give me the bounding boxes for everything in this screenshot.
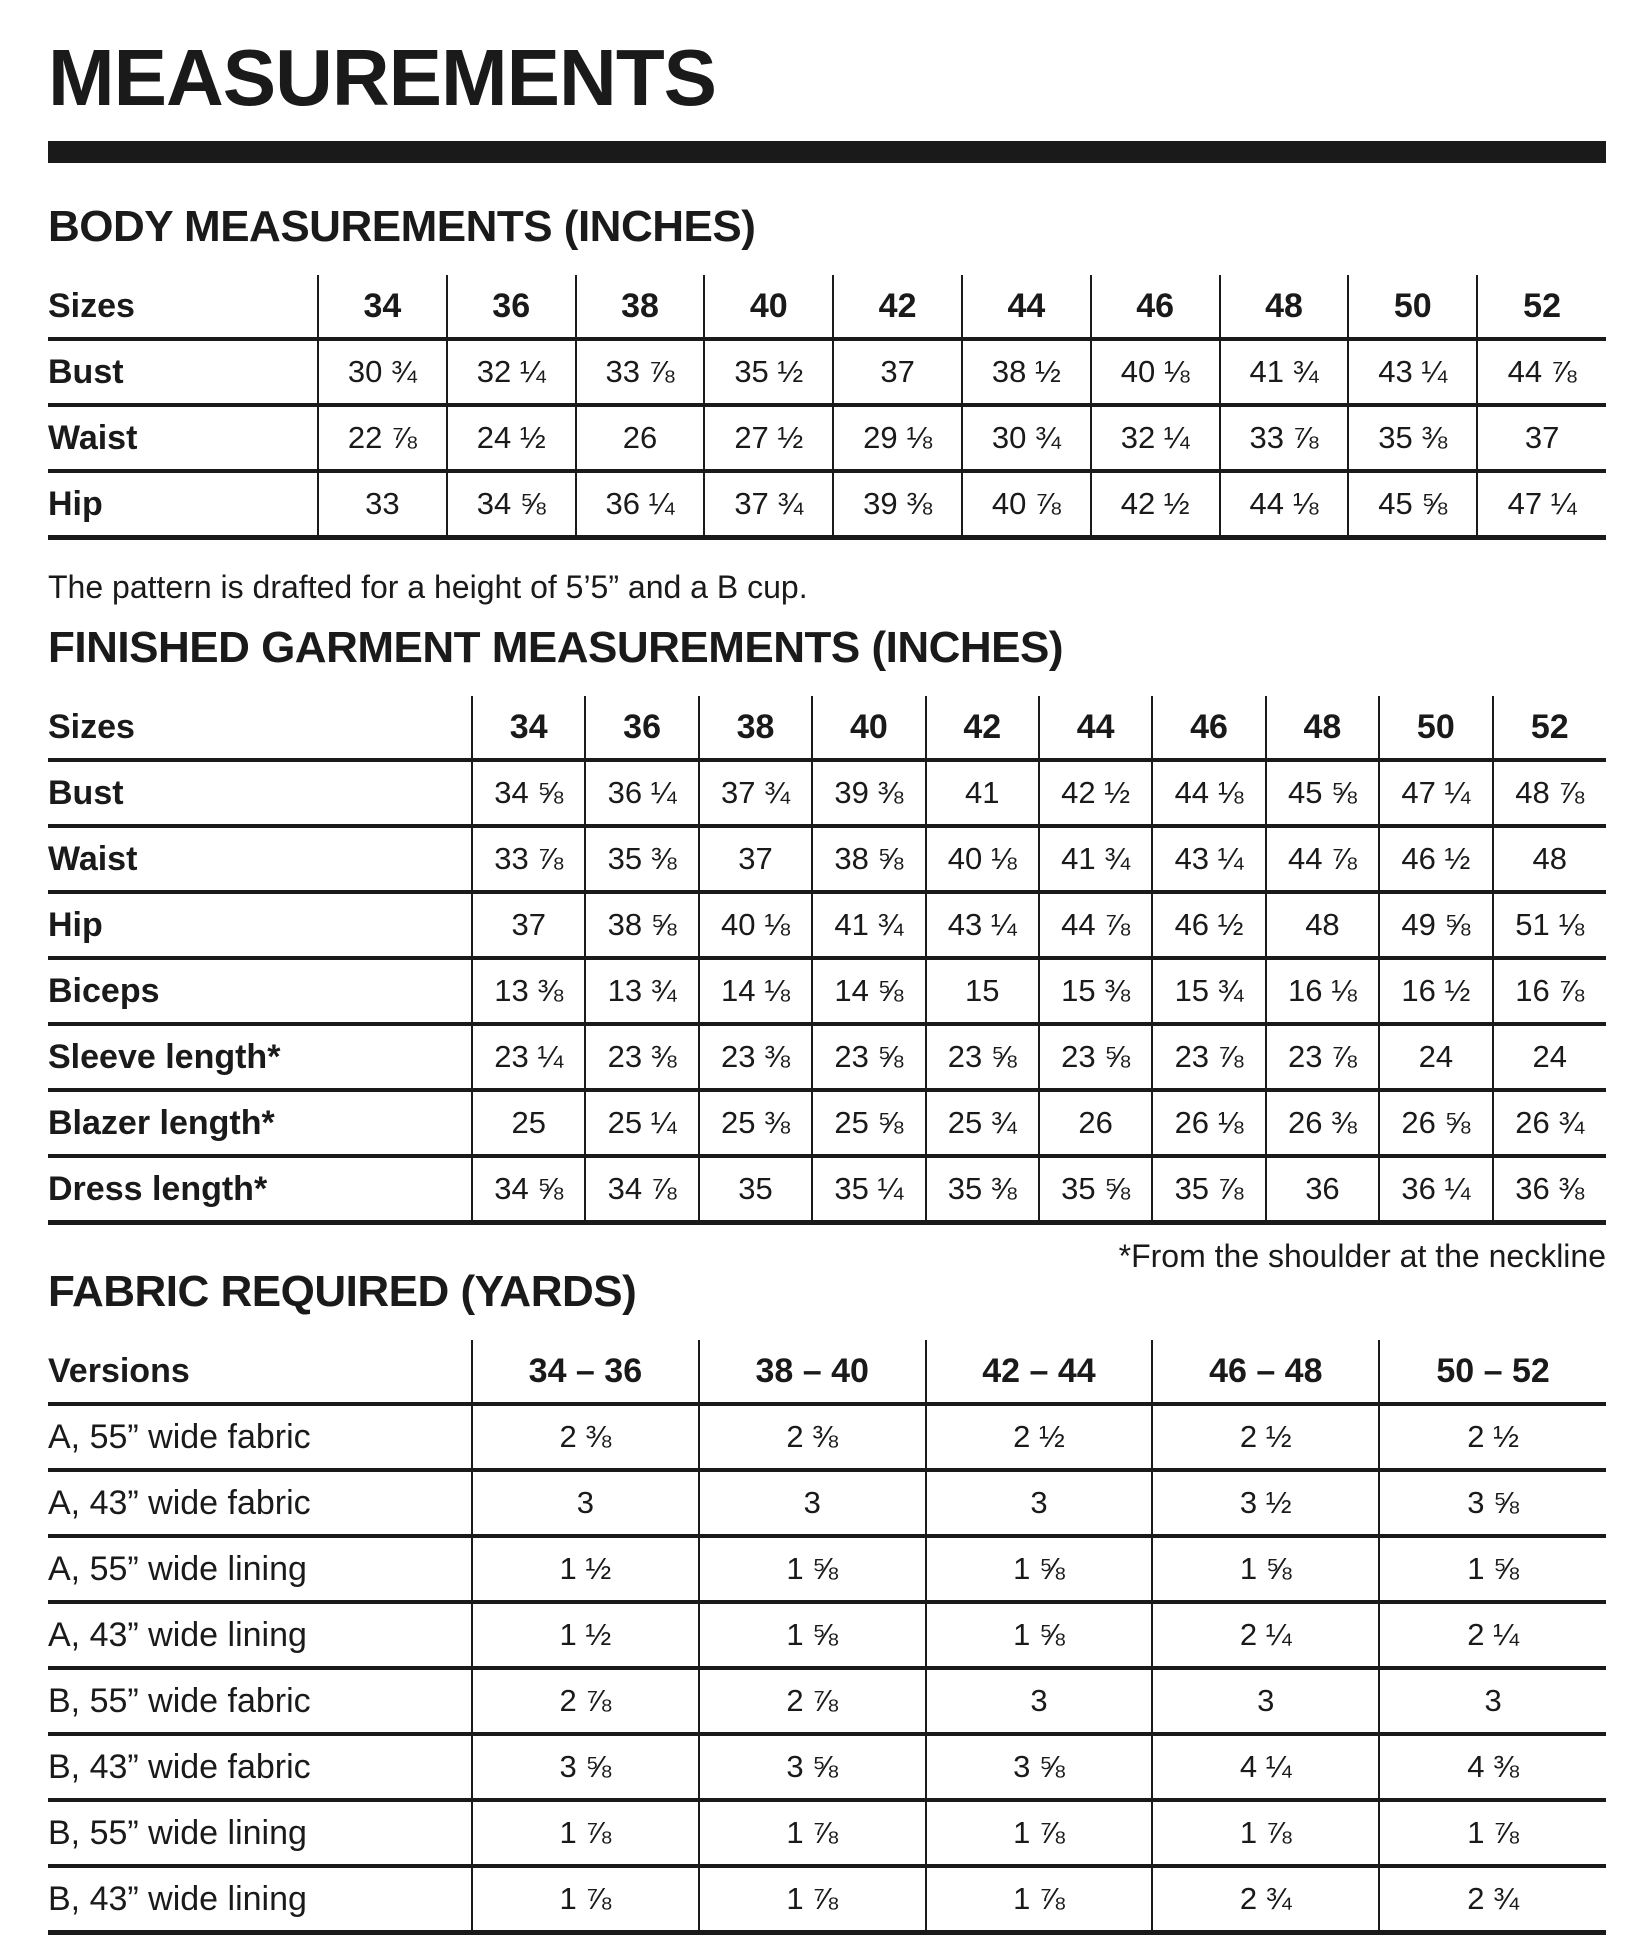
table-cell: 32 ¼ [447, 339, 576, 405]
table-cell: 2 ⅜ [472, 1404, 699, 1470]
table-cell: 44 ⅛ [1220, 471, 1349, 538]
table-cell: 36 ¼ [576, 471, 705, 538]
table-cell: 37 [1477, 405, 1606, 471]
table-cell: 23 ⅞ [1266, 1024, 1379, 1090]
table-row [48, 1602, 1606, 1668]
table-header-row [48, 696, 1606, 760]
row-label: Bust [48, 339, 318, 405]
column-header: 46 – 48 [1152, 1340, 1379, 1404]
table-cell: 27 ½ [704, 405, 833, 471]
table-cell: 43 ¼ [1152, 826, 1265, 892]
table-cell: 33 ⅞ [472, 826, 585, 892]
column-header: 46 [1091, 275, 1220, 339]
table-cell: 33 ⅞ [576, 339, 705, 405]
column-header: 42 [926, 696, 1039, 760]
table-row [48, 1156, 1606, 1223]
table-cell: 1 ⅞ [926, 1800, 1153, 1866]
table-cell: 1 ⅞ [1379, 1800, 1606, 1866]
table-cell: 3 [472, 1470, 699, 1536]
table-cell: 45 ⅝ [1348, 471, 1477, 538]
table-row [48, 1536, 1606, 1602]
table-row [48, 1470, 1606, 1536]
column-header: 38 – 40 [699, 1340, 926, 1404]
table-cell: 44 ⅞ [1266, 826, 1379, 892]
table-cell: 26 [1039, 1090, 1152, 1156]
table-cell: 44 ⅛ [1152, 760, 1265, 826]
table-cell: 1 ⅝ [926, 1602, 1153, 1668]
header-label: Sizes [48, 696, 472, 760]
table-cell: 42 ½ [1091, 471, 1220, 538]
table-cell: 35 ⅝ [1039, 1156, 1152, 1223]
table-cell: 46 ½ [1152, 892, 1265, 958]
table-cell: 37 [699, 826, 812, 892]
table-cell: 42 ½ [1039, 760, 1152, 826]
row-label: B, 55” wide fabric [48, 1668, 472, 1734]
table-cell: 1 ⅝ [1379, 1536, 1606, 1602]
table-cell: 1 ⅞ [472, 1866, 699, 1933]
table-cell: 36 ⅜ [1493, 1156, 1606, 1223]
table-row [48, 958, 1606, 1024]
table-cell: 1 ⅝ [699, 1602, 926, 1668]
column-header: 36 [447, 275, 576, 339]
body-measurements-title: BODY MEASUREMENTS (INCHES) [48, 202, 756, 251]
table-cell: 2 ¼ [1379, 1602, 1606, 1668]
table-row [48, 760, 1606, 826]
table-cell: 4 ⅜ [1379, 1734, 1606, 1800]
table-cell: 14 ⅝ [812, 958, 925, 1024]
table-cell: 40 ⅛ [926, 826, 1039, 892]
row-label: B, 55” wide lining [48, 1800, 472, 1866]
table-cell: 24 [1379, 1024, 1492, 1090]
table-cell: 2 ¾ [1152, 1866, 1379, 1933]
table-cell: 35 [699, 1156, 812, 1223]
row-label: A, 43” wide fabric [48, 1470, 472, 1536]
row-label: A, 55” wide fabric [48, 1404, 472, 1470]
table-cell: 24 ½ [447, 405, 576, 471]
table-cell: 41 [926, 760, 1039, 826]
table-cell: 34 ⅝ [472, 760, 585, 826]
table-cell: 26 ¾ [1493, 1090, 1606, 1156]
table-cell: 1 ⅝ [1152, 1536, 1379, 1602]
column-header: 50 – 52 [1379, 1340, 1606, 1404]
table-cell: 1 ⅞ [699, 1800, 926, 1866]
table-cell: 15 ⅜ [1039, 958, 1152, 1024]
table-cell: 43 ¼ [1348, 339, 1477, 405]
table-cell: 3 [1379, 1668, 1606, 1734]
table-cell: 41 ¾ [1220, 339, 1349, 405]
table-cell: 48 [1493, 826, 1606, 892]
table-cell: 2 ¼ [1152, 1602, 1379, 1668]
table-cell: 29 ⅛ [833, 405, 962, 471]
table-cell: 41 ¾ [1039, 826, 1152, 892]
table-cell: 35 ¼ [812, 1156, 925, 1223]
fabric-required-table [48, 1340, 1606, 1935]
table-cell: 3 [926, 1668, 1153, 1734]
table-cell: 39 ⅜ [812, 760, 925, 826]
row-label: Hip [48, 892, 472, 958]
table-cell: 1 ⅞ [1152, 1800, 1379, 1866]
row-label: A, 55” wide lining [48, 1536, 472, 1602]
table-cell: 4 ¼ [1152, 1734, 1379, 1800]
table-cell: 33 ⅞ [1220, 405, 1349, 471]
table-row [48, 339, 1606, 405]
column-header: 50 [1379, 696, 1492, 760]
column-header: 40 [812, 696, 925, 760]
table-cell: 26 ⅜ [1266, 1090, 1379, 1156]
table-cell: 23 ¼ [472, 1024, 585, 1090]
column-header: 48 [1220, 275, 1349, 339]
table-cell: 36 ¼ [585, 760, 698, 826]
table-cell: 36 ¼ [1379, 1156, 1492, 1223]
header-label: Sizes [48, 275, 318, 339]
table-cell: 40 ⅛ [699, 892, 812, 958]
table-header-row [48, 275, 1606, 339]
table-cell: 25 [472, 1090, 585, 1156]
table-cell: 16 ⅞ [1493, 958, 1606, 1024]
table-cell: 35 ⅞ [1152, 1156, 1265, 1223]
table-row [48, 1866, 1606, 1933]
table-cell: 47 ¼ [1379, 760, 1492, 826]
table-cell: 26 [576, 405, 705, 471]
table-cell: 34 ⅝ [472, 1156, 585, 1223]
table-cell: 33 [318, 471, 447, 538]
table-cell: 1 ½ [472, 1602, 699, 1668]
table-row [48, 826, 1606, 892]
table-cell: 48 [1266, 892, 1379, 958]
table-cell: 2 ½ [1152, 1404, 1379, 1470]
column-header: 36 [585, 696, 698, 760]
table-cell: 15 [926, 958, 1039, 1024]
table-cell: 25 ¼ [585, 1090, 698, 1156]
column-header: 34 [472, 696, 585, 760]
column-header: 52 [1477, 275, 1606, 339]
page-title: MEASUREMENTS [48, 33, 717, 122]
table-cell: 43 ¼ [926, 892, 1039, 958]
table-cell: 48 ⅞ [1493, 760, 1606, 826]
table-cell: 16 ⅛ [1266, 958, 1379, 1024]
table-cell: 16 ½ [1379, 958, 1492, 1024]
table-row [48, 892, 1606, 958]
table-cell: 13 ¾ [585, 958, 698, 1024]
column-header: 52 [1493, 696, 1606, 760]
column-header: 48 [1266, 696, 1379, 760]
row-label: Hip [48, 471, 318, 538]
table-cell: 2 ¾ [1379, 1866, 1606, 1933]
table-cell: 30 ¾ [962, 405, 1091, 471]
table-row [48, 1404, 1606, 1470]
table-cell: 14 ⅛ [699, 958, 812, 1024]
length-footnote: *From the shoulder at the neckline [1118, 1238, 1606, 1274]
table-cell: 23 ⅞ [1152, 1024, 1265, 1090]
table-cell: 34 ⅞ [585, 1156, 698, 1223]
row-label: Dress length* [48, 1156, 472, 1223]
column-header: 34 – 36 [472, 1340, 699, 1404]
row-label: Waist [48, 826, 472, 892]
table-row [48, 1734, 1606, 1800]
table-cell: 3 ⅝ [1379, 1470, 1606, 1536]
row-label: Bust [48, 760, 472, 826]
table-cell: 3 [1152, 1668, 1379, 1734]
table-cell: 3 ⅝ [472, 1734, 699, 1800]
table-cell: 37 [833, 339, 962, 405]
table-cell: 49 ⅝ [1379, 892, 1492, 958]
finished-measurements-title: FINISHED GARMENT MEASUREMENTS (INCHES) [48, 623, 1064, 672]
table-cell: 35 ⅜ [926, 1156, 1039, 1223]
table-cell: 15 ¾ [1152, 958, 1265, 1024]
table-header-row [48, 1340, 1606, 1404]
column-header: 38 [576, 275, 705, 339]
table-cell: 35 ½ [704, 339, 833, 405]
table-cell: 32 ¼ [1091, 405, 1220, 471]
table-cell: 44 ⅞ [1477, 339, 1606, 405]
table-cell: 2 ½ [1379, 1404, 1606, 1470]
table-cell: 2 ⅞ [699, 1668, 926, 1734]
fabric-required-title: FABRIC REQUIRED (YARDS) [48, 1267, 637, 1316]
header-label: Versions [48, 1340, 472, 1404]
table-cell: 30 ¾ [318, 339, 447, 405]
table-row [48, 1090, 1606, 1156]
column-header: 38 [699, 696, 812, 760]
row-label: Waist [48, 405, 318, 471]
table-cell: 37 [472, 892, 585, 958]
table-row [48, 1668, 1606, 1734]
column-header: 46 [1152, 696, 1265, 760]
table-cell: 24 [1493, 1024, 1606, 1090]
column-header: 40 [704, 275, 833, 339]
column-header: 50 [1348, 275, 1477, 339]
table-cell: 25 ⅜ [699, 1090, 812, 1156]
table-cell: 38 ⅝ [585, 892, 698, 958]
table-cell: 37 ¾ [704, 471, 833, 538]
table-cell: 23 ⅜ [699, 1024, 812, 1090]
table-row [48, 1024, 1606, 1090]
row-label: Blazer length* [48, 1090, 472, 1156]
table-cell: 36 [1266, 1156, 1379, 1223]
table-cell: 2 ⅞ [472, 1668, 699, 1734]
table-cell: 23 ⅜ [585, 1024, 698, 1090]
row-label: A, 43” wide lining [48, 1602, 472, 1668]
table-cell: 40 ⅞ [962, 471, 1091, 538]
column-header: 42 [833, 275, 962, 339]
body-measurements-table [48, 275, 1606, 540]
table-cell: 35 ⅜ [585, 826, 698, 892]
column-header: 44 [1039, 696, 1152, 760]
column-header: 42 – 44 [926, 1340, 1153, 1404]
table-cell: 51 ⅛ [1493, 892, 1606, 958]
table-cell: 1 ⅞ [926, 1866, 1153, 1933]
table-cell: 3 ⅝ [926, 1734, 1153, 1800]
table-cell: 3 ½ [1152, 1470, 1379, 1536]
table-cell: 3 ⅝ [699, 1734, 926, 1800]
table-row [48, 1800, 1606, 1866]
table-cell: 3 [699, 1470, 926, 1536]
table-cell: 3 [926, 1470, 1153, 1536]
table-cell: 1 ⅝ [926, 1536, 1153, 1602]
table-cell: 23 ⅝ [812, 1024, 925, 1090]
table-cell: 1 ⅞ [472, 1800, 699, 1866]
table-cell: 23 ⅝ [926, 1024, 1039, 1090]
table-cell: 1 ⅞ [699, 1866, 926, 1933]
table-cell: 26 ⅝ [1379, 1090, 1492, 1156]
table-cell: 47 ¼ [1477, 471, 1606, 538]
table-cell: 40 ⅛ [1091, 339, 1220, 405]
column-header: 34 [318, 275, 447, 339]
table-row [48, 471, 1606, 538]
finished-measurements-table [48, 696, 1606, 1225]
table-cell: 38 ⅝ [812, 826, 925, 892]
table-cell: 13 ⅜ [472, 958, 585, 1024]
table-cell: 1 ½ [472, 1536, 699, 1602]
table-cell: 46 ½ [1379, 826, 1492, 892]
table-cell: 38 ½ [962, 339, 1091, 405]
row-label: B, 43” wide fabric [48, 1734, 472, 1800]
row-label: Biceps [48, 958, 472, 1024]
row-label: Sleeve length* [48, 1024, 472, 1090]
column-header: 44 [962, 275, 1091, 339]
table-cell: 44 ⅞ [1039, 892, 1152, 958]
table-cell: 23 ⅝ [1039, 1024, 1152, 1090]
table-cell: 25 ⅝ [812, 1090, 925, 1156]
table-cell: 34 ⅝ [447, 471, 576, 538]
table-cell: 35 ⅜ [1348, 405, 1477, 471]
table-cell: 25 ¾ [926, 1090, 1039, 1156]
table-cell: 41 ¾ [812, 892, 925, 958]
pattern-note: The pattern is drafted for a height of 5’5” and a B cup. [48, 569, 808, 605]
table-cell: 45 ⅝ [1266, 760, 1379, 826]
table-cell: 2 ⅜ [699, 1404, 926, 1470]
table-cell: 22 ⅞ [318, 405, 447, 471]
table-row [48, 405, 1606, 471]
row-label: B, 43” wide lining [48, 1866, 472, 1933]
table-cell: 26 ⅛ [1152, 1090, 1265, 1156]
table-cell: 37 ¾ [699, 760, 812, 826]
table-cell: 39 ⅜ [833, 471, 962, 538]
table-cell: 2 ½ [926, 1404, 1153, 1470]
table-cell: 1 ⅝ [699, 1536, 926, 1602]
title-divider [48, 141, 1606, 163]
